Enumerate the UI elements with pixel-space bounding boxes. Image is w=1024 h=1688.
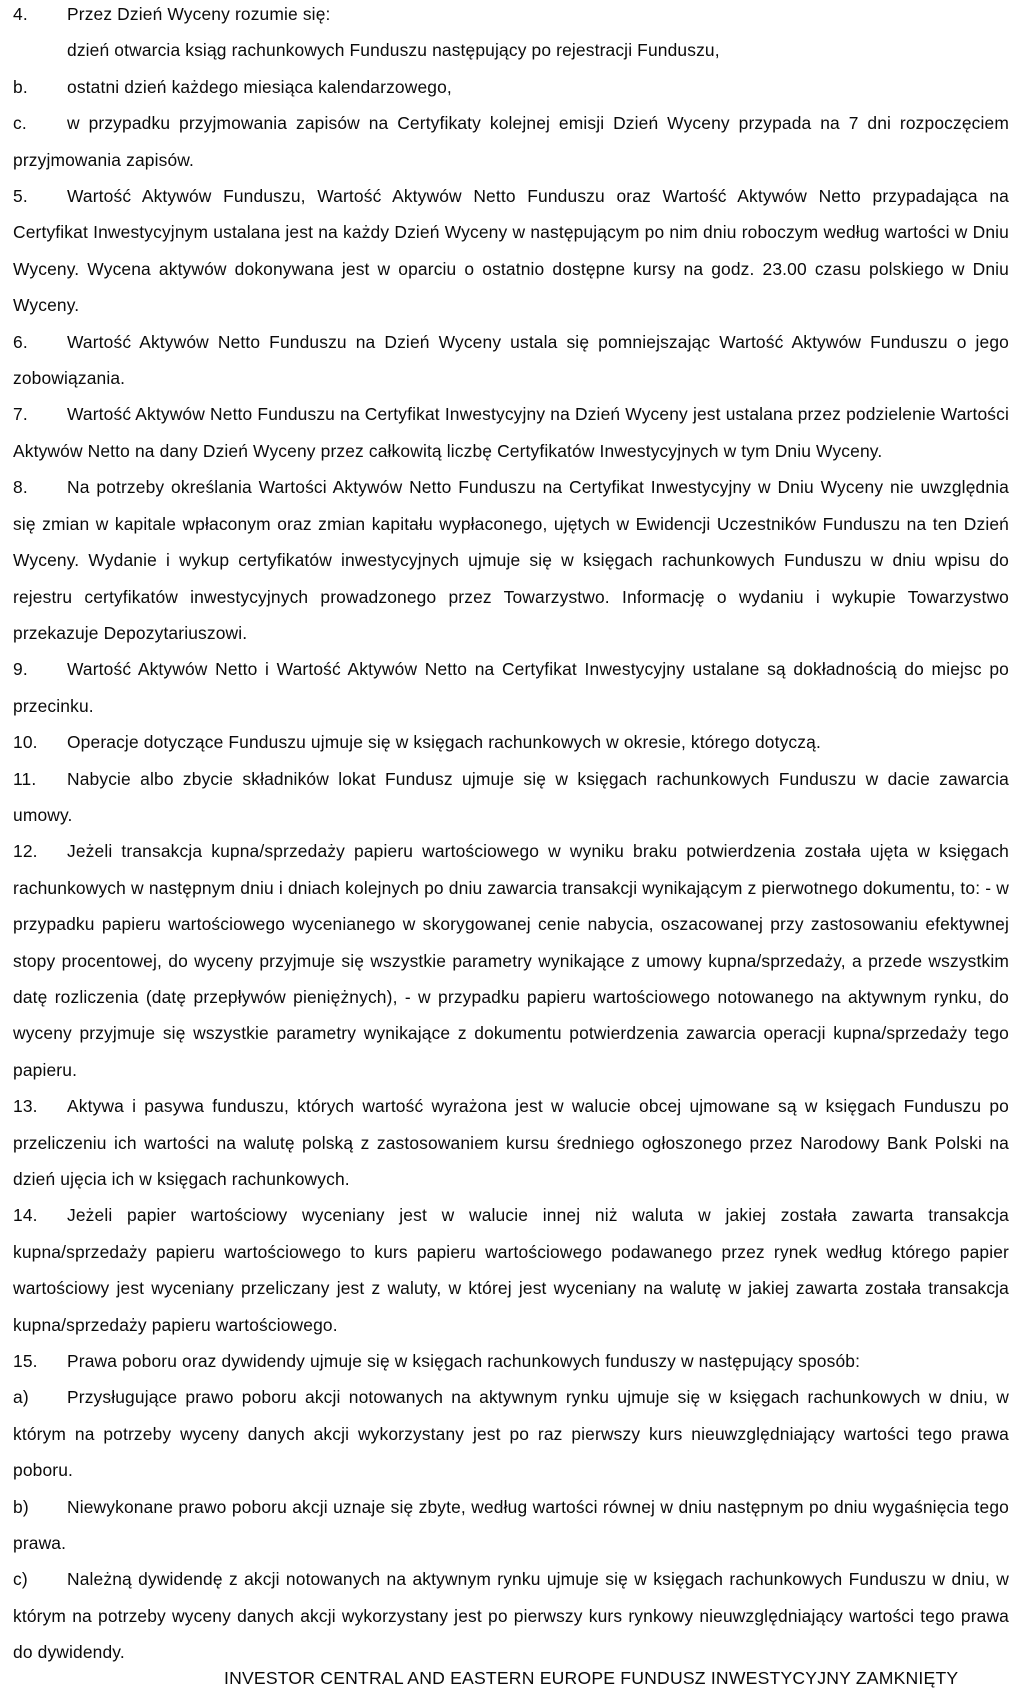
- paragraph-number: 14.: [13, 1205, 38, 1226]
- paragraph-4a: [13, 32, 1009, 68]
- paragraph-9: [13, 651, 1009, 724]
- paragraph-number: 10.: [13, 732, 38, 753]
- paragraph-12: [13, 833, 1009, 1088]
- paragraph-14: [13, 1197, 1009, 1343]
- paragraph-text: Wartość Aktywów Netto Funduszu na Dzień Wyceny ustala się pomniejszając Wartość Aktywów Funduszu o jego zobowiązania.: [13, 331, 1009, 389]
- paragraph-text: w przypadku przyjmowania zapisów na Certyfikaty kolejnej emisji Dzień Wyceny przypada na 7 dni rozpoczęciem przyjmowania zapisów.: [13, 113, 1009, 170]
- paragraph-4c: [13, 105, 1009, 178]
- page-footer: INVESTOR CENTRAL AND EASTERN EUROPE FUNDUSZ INWESTYCYJNY ZAMKNIĘTY: [224, 1668, 959, 1688]
- paragraph-number: b): [13, 1496, 29, 1517]
- paragraph-15a: [13, 1379, 1009, 1488]
- paragraph-text: Jeżeli papier wartościowy wyceniany jest w walucie innej niż waluta w jakiej została zawarta transakcja kupna/sprzedaży papieru wartościowego to kurs papieru wartościowego podawanego przez rynek według którego papier wartościowy jest wyceniany przeliczany jest z waluty, w której jest wyceniany na walutę w jakiej zawarta została transakcja kupna/sprzedaży papieru wartościowego.: [13, 1205, 1009, 1335]
- paragraph-text: Na potrzeby określania Wartości Aktywów Netto Funduszu na Certyfikat Inwestycyjny w Dniu Wyceny nie uwzględnia się zmian w kapitale wpłaconym oraz zmian kapitału wypłaconego, ujętych w Ewidencji Uczestników Funduszu na ten Dzień Wyceny. Wydanie i wykup certyfikatów inwestycyjnych ujmuje się w księgach rachunkowych Funduszu w dniu wpisu do rejestru certyfikatów inwestycyjnych prowadzonego przez Towarzystwo. Informację o wydaniu i wykupie Towarzystwo przekazuje Depozytariuszowi.: [13, 477, 1009, 643]
- paragraph-text: dzień otwarcia ksiąg rachunkowych Funduszu następujący po rejestracji Funduszu,: [67, 40, 720, 61]
- paragraph-11: [13, 761, 1009, 834]
- paragraph-text: Aktywa i pasywa funduszu, których wartość wyrażona jest w walucie obcej ujmowane są w księgach Funduszu po przeliczeniu ich wartości na walutę polską z zastosowaniem kursu średniego ogłoszonego przez Narodowy Bank Polski na dzień ujęcia ich w księgach rachunkowych.: [13, 1096, 1009, 1189]
- paragraph-number: c.: [13, 113, 27, 134]
- paragraph-number: 8.: [13, 477, 28, 498]
- paragraph-number: 13.: [13, 1096, 38, 1117]
- paragraph-number: 5.: [13, 186, 28, 207]
- paragraph-text: Wartość Aktywów Funduszu, Wartość Aktywów Netto Funduszu oraz Wartość Aktywów Netto przypadająca na Certyfikat Inwestycyjnym ustalana jest na każdy Dzień Wyceny w następującym po nim dniu roboczym według wartości w Dniu Wyceny. Wycena aktywów dokonywana jest w oparciu o ostatnio dostępne kursy na godz. 23.00 czasu polskiego w Dniu Wyceny.: [13, 186, 1009, 316]
- paragraph-number: 6.: [13, 331, 28, 352]
- paragraph-text: Przysługujące prawo poboru akcji notowanych na aktywnym rynku ujmuje się w księgach rachunkowych w dniu, w którym na potrzeby wyceny danych akcji wykorzystany jest po raz pierwszy kurs nieuwzględniający wartości tego prawa poboru.: [13, 1387, 1009, 1481]
- paragraph-text: Wartość Aktywów Netto Funduszu na Certyfikat Inwestycyjny na Dzień Wyceny jest ustalana przez podzielenie Wartości Aktywów Netto na dany Dzień Wyceny przez całkowitą liczbę Certyfikatów Inwestycyjnych w tym Dniu Wyceny.: [13, 404, 1009, 461]
- paragraph-text: Niewykonane prawo poboru akcji uznaje się zbyte, według wartości równej w dniu następnym po dniu wygaśnięcia tego prawa.: [13, 1496, 1009, 1554]
- paragraph-text: Operacje dotyczące Funduszu ujmuje się w księgach rachunkowych w okresie, którego dotyczą.: [67, 732, 821, 753]
- paragraph-7: [13, 396, 1009, 469]
- paragraph-15: [13, 1343, 1009, 1379]
- paragraph-text: Jeżeli transakcja kupna/sprzedaży papieru wartościowego w wyniku braku potwierdzenia została ujęta w księgach rachunkowych w następnym dniu i dniach kolejnych po dniu zawarcia transakcji wynikającym z pierwotnego dokumentu, to: - w przypadku papieru wartościowego wycenianego w skorygowanej cenie nabycia, oszacowanej przy zastosowaniu efektywnej stopy procentowej, do wyceny przyjmuje się wszystkie parametry wynikające z umowy kupna/sprzedaży, a przede wszystkim datę rozliczenia (datę przepływów pieniężnych), - w przypadku papieru wartościowego notowanego na aktywnym rynku, do wyceny przyjmuje się wszystkie parametry wynikające z dokumentu potwierdzenia zawarcia operacji kupna/sprzedaży tego papieru.: [13, 841, 1009, 1080]
- paragraph-text: Wartość Aktywów Netto i Wartość Aktywów Netto na Certyfikat Inwestycyjny ustalane są dokładnością do miejsc po przecinku.: [13, 659, 1009, 716]
- paragraph-number: a): [13, 1387, 29, 1408]
- paragraph-10: [13, 724, 1009, 760]
- paragraph-number: 12.: [13, 841, 38, 862]
- paragraph-text: ostatni dzień każdego miesiąca kalendarzowego,: [67, 76, 452, 97]
- paragraph-15c: [13, 1561, 1009, 1670]
- paragraph-4: [13, 0, 1009, 32]
- paragraph-number: 15.: [13, 1351, 38, 1372]
- paragraph-number: 9.: [13, 659, 28, 680]
- paragraph-15b: [13, 1489, 1009, 1562]
- paragraph-number: 11.: [13, 768, 37, 789]
- paragraph-5: [13, 178, 1009, 324]
- paragraph-text: Prawa poboru oraz dywidendy ujmuje się w księgach rachunkowych funduszy w następujący sposób:: [67, 1351, 861, 1372]
- paragraph-4b: [13, 69, 1009, 105]
- paragraph-13: [13, 1088, 1009, 1197]
- paragraph-text: Przez Dzień Wyceny rozumie się:: [67, 4, 331, 24]
- paragraph-number: b.: [13, 76, 28, 97]
- paragraph-number: 7.: [13, 404, 28, 425]
- paragraph-text: Należną dywidendę z akcji notowanych na aktywnym rynku ujmuje się w księgach rachunkowych Funduszu w dniu, w którym na potrzeby wyceny danych akcji wykorzystany jest po pierwszy kurs rynkowy nieuwzględniający wartości tego prawa do dywidendy.: [13, 1569, 1009, 1663]
- paragraph-number: 4.: [13, 4, 28, 24]
- paragraph-number: c): [13, 1569, 28, 1590]
- paragraph-8: [13, 469, 1009, 651]
- paragraph-text: Nabycie albo zbycie składników lokat Fundusz ujmuje się w księgach rachunkowych Funduszu w dacie zawarcia umowy.: [13, 768, 1009, 825]
- document-body: [13, 0, 1009, 1671]
- paragraph-6: [13, 324, 1009, 397]
